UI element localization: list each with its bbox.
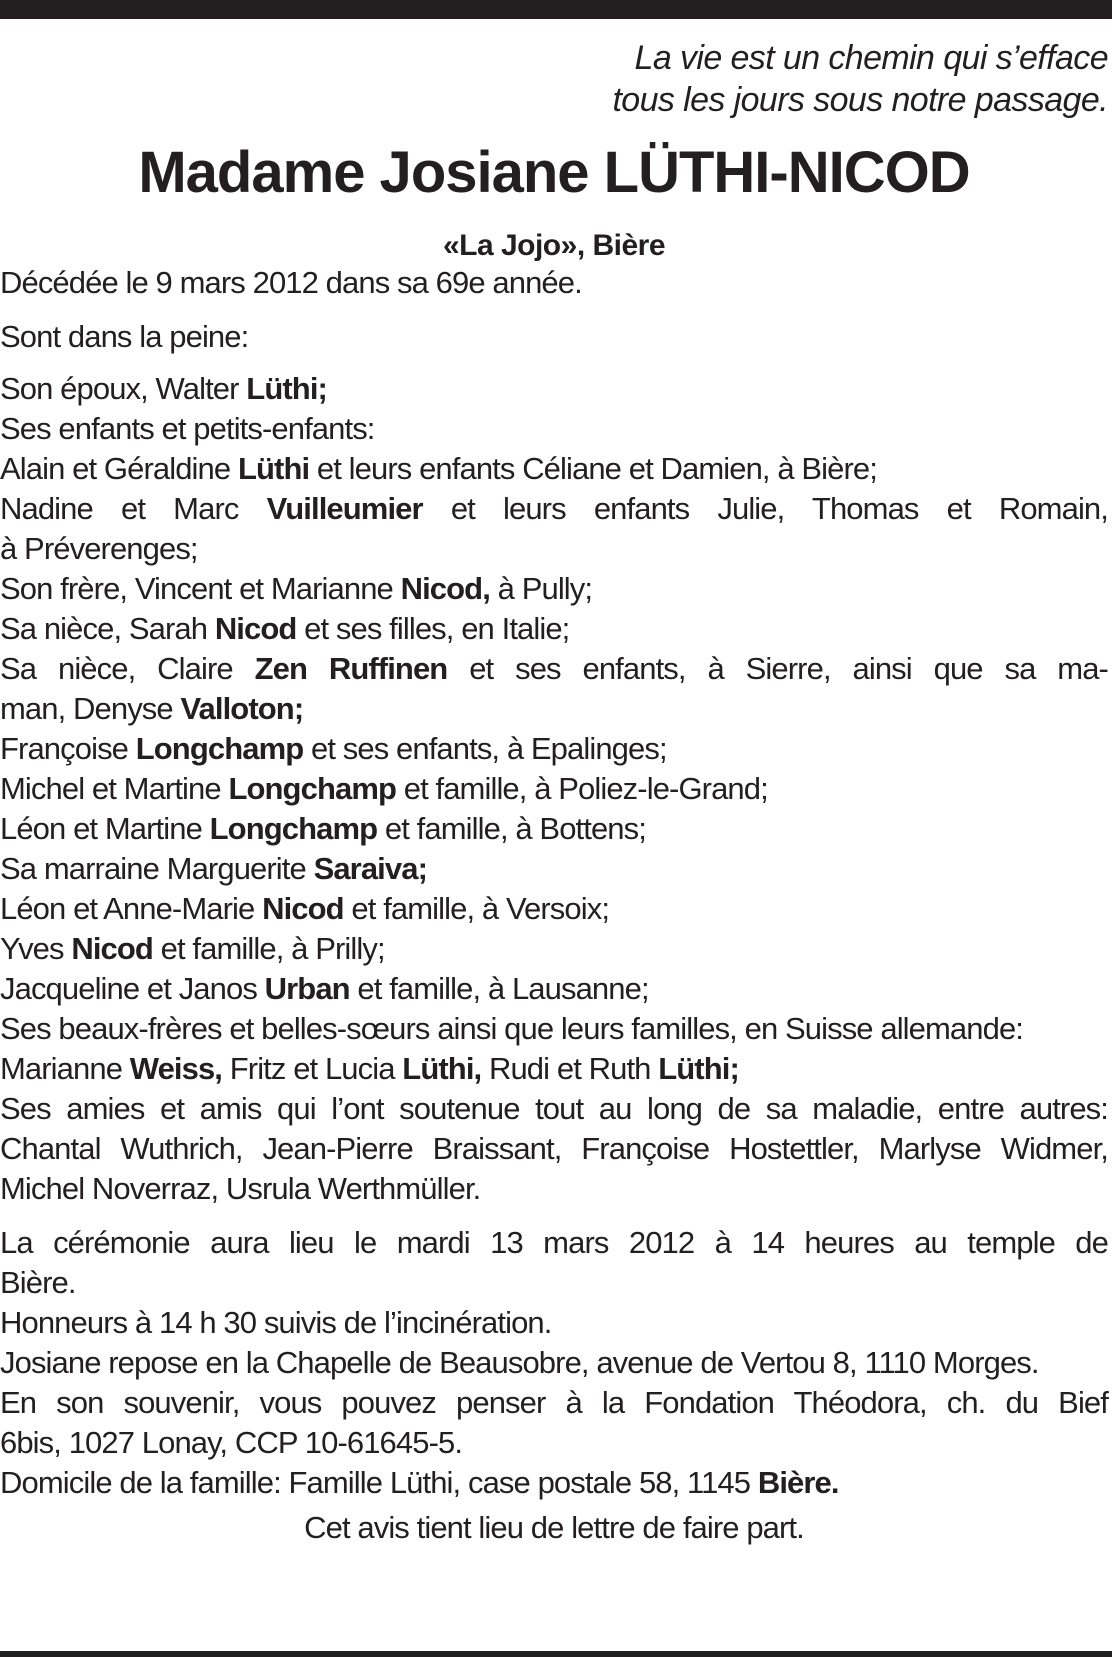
top-rule [0,0,1112,19]
mourner-line [0,409,1108,449]
mourner-text: Marianne [0,1051,130,1086]
mourner-line [0,889,1108,929]
mourner-line [0,849,1108,889]
mourner-text: Alain et Géraldine [0,451,238,486]
mourner-surname: Longchamp [209,811,378,846]
mourner-line [0,609,1108,649]
death-date-line: Décédée le 9 mars 2012 dans sa 69e année. [0,265,582,300]
ceremony-line: 6bis, 1027 Lonay, CCP 10-61645-5. [0,1425,463,1460]
mourner-surname: Lüthi; [246,371,327,406]
mourner-surname: Nicod [262,891,344,926]
mourner-text: Rudi et Ruth [481,1051,659,1086]
mourner-text: Michel Noverraz, Usrula Werthmüller. [0,1171,481,1206]
mourner-surname: Saraiva; [313,851,428,886]
mourner-line [0,1169,1108,1209]
mourner-text: Ses amies et amis qui l’ont soutenue tout au long de sa maladie, entre autres: [0,1091,1108,1126]
mourner-text: Françoise [0,731,136,766]
mourner-text: et ses enfants, à Sierre, ainsi que sa ma- [447,651,1108,686]
mourner-line [0,649,1108,689]
mourner-line [0,1049,1108,1089]
mourner-text: et ses enfants, à Epalinges; [303,731,667,766]
mourner-line [0,569,1108,609]
mourner-text: Fritz et Lucia [222,1051,403,1086]
notice-body [0,263,1108,1503]
mourner-text: à Pully; [489,571,593,606]
ceremony-line: Bière. [0,1265,76,1300]
mourner-surname: Lüthi, [402,1051,482,1086]
quote-line: La vie est un chemin qui s’efface [634,39,1108,77]
mourner-surname: Vuilleumier [266,491,423,526]
mourner-surname: Nicod [71,931,153,966]
mourner-surname: Urban [264,971,350,1006]
mourner-text: Yves [0,931,72,966]
nickname-subtitle: «La Jojo», Bière [442,229,666,262]
mourner-line [0,729,1108,769]
mourner-line [0,689,1108,729]
mourner-surname: Nicod [214,611,297,646]
mourner-surname: Lüthi; [658,1051,739,1086]
mourner-line [0,369,1108,409]
address-text: Domicile de la famille: Famille Lüthi, case postale 58, 1145 [0,1465,758,1500]
mourner-line [0,529,1108,569]
mourner-text: à Préverenges; [0,531,198,566]
ceremony-line: Honneurs à 14 h 30 suivis de l’incinération. [0,1305,552,1340]
mourner-surname: Weiss, [129,1051,223,1086]
ceremony-line: La cérémonie aura lieu le mardi 13 mars 2012 à 14 heures au temple de [0,1225,1108,1260]
mourner-text: Son époux, Walter [0,371,247,406]
mourners-list [0,369,1108,1209]
mourner-text: et famille, à Poliez-le-Grand; [396,771,768,806]
mourner-surname: Zen Ruffinen [254,651,448,686]
mourner-surname: Nicod, [400,571,490,606]
mourner-text: man, Denyse [0,691,181,726]
deceased-name-title: Madame Josiane LÜTHI-NICOD [138,140,970,205]
mourner-text: Ses beaux-frères et belles-sœurs ainsi que leurs familles, en Suisse allemande: [0,1011,1024,1046]
mourner-line [0,449,1108,489]
mourner-line [0,809,1108,849]
mourner-line [0,1089,1108,1129]
mourner-text: et famille, à Bottens; [377,811,646,846]
mourner-text: Michel et Martine [0,771,229,806]
mourner-text: et famille, à Versoix; [343,891,610,926]
family-address-line [0,1463,1108,1503]
mourner-surname: Longchamp [135,731,304,766]
mourner-line [0,489,1108,529]
mourner-line [0,1129,1108,1169]
ceremony-line: Josiane repose en la Chapelle de Beausobre, avenue de Vertou 8, 1110 Morges. [0,1345,1039,1380]
mourner-text: Nadine et Marc [0,491,267,526]
mourner-text: Jacqueline et Janos [0,971,265,1006]
mourner-text: Chantal Wuthrich, Jean-Pierre Braissant, Françoise Hostettler, Marlyse Widmer, [0,1131,1108,1166]
mourner-text: et famille, à Prilly; [152,931,385,966]
ceremony-details [0,1223,1108,1503]
mourner-line [0,929,1108,969]
mourner-text: Son frère, Vincent et Marianne [0,571,401,606]
quote-line: tous les jours sous notre passage. [612,81,1108,119]
mourner-text: et leurs enfants Julie, Thomas et Romain, [422,491,1108,526]
mourner-text: Léon et Martine [0,811,210,846]
mourner-text: Sa nièce, Sarah [0,611,215,646]
mourner-text: Sa nièce, Claire [0,651,255,686]
mourner-surname: Valloton; [180,691,304,726]
ceremony-line: En son souvenir, vous pouvez penser à la Fondation Théodora, ch. du Bief [0,1385,1108,1420]
mourner-surname: Lüthi [237,451,310,486]
mourner-text: Sa marraine Marguerite [0,851,314,886]
mourner-line [0,1009,1108,1049]
mourner-line [0,969,1108,1009]
epigraph-quote [612,37,1108,121]
mourner-line [0,769,1108,809]
bottom-rule [0,1651,1112,1657]
mourners-intro: Sont dans la peine: [0,319,249,354]
mourner-text: et ses filles, en Italie; [296,611,570,646]
mourner-text: Ses enfants et petits-enfants: [0,411,375,446]
mourner-text: et famille, à Lausanne; [349,971,649,1006]
mourner-text: Léon et Anne-Marie [0,891,263,926]
mourner-text: et leurs enfants Céliane et Damien, à Bière; [309,451,877,486]
mourner-surname: Longchamp [228,771,397,806]
address-town: Bière. [757,1465,839,1500]
closing-line: Cet avis tient lieu de lettre de faire part. [304,1510,804,1545]
